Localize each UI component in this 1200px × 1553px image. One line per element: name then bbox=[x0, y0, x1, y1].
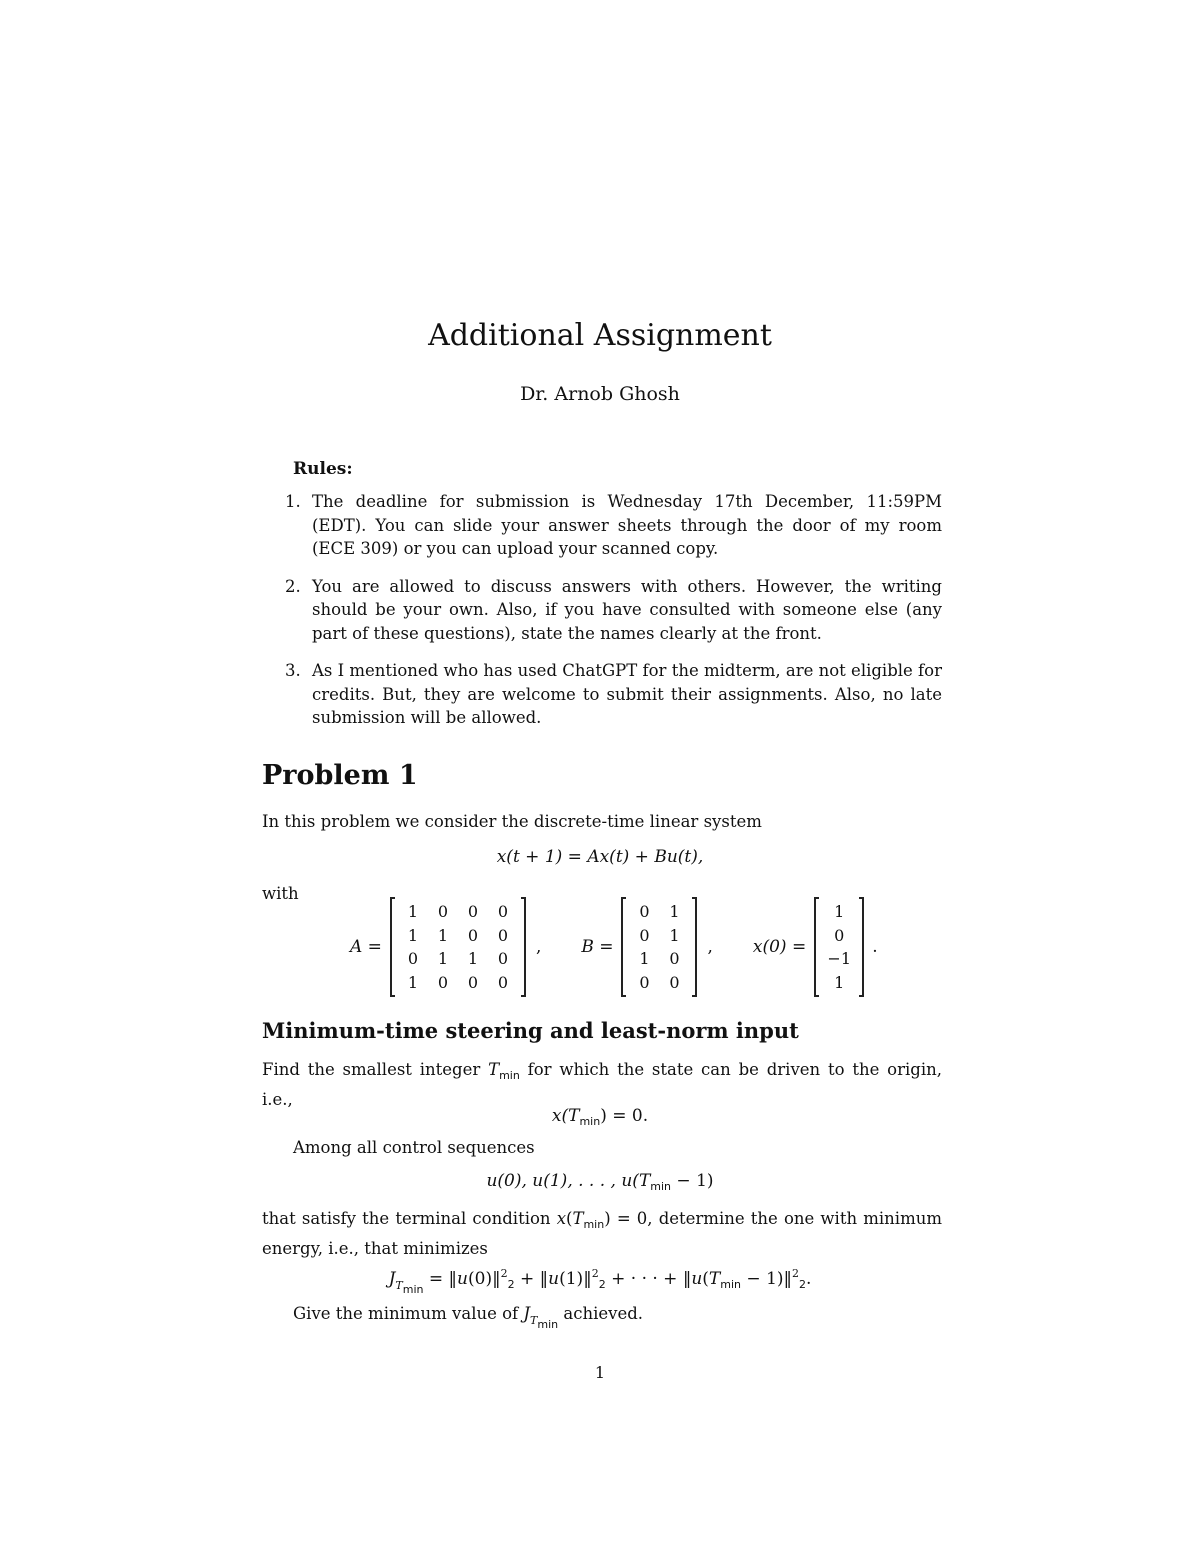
matrix-cell: 0 bbox=[639, 925, 650, 945]
rule-item bbox=[262, 490, 942, 561]
x0-label: x(0) = bbox=[752, 937, 807, 957]
math-text: x(T bbox=[551, 1106, 580, 1126]
math-text: u(0), u(1), . . . , u(T bbox=[486, 1171, 651, 1191]
math-T: T bbox=[530, 1314, 538, 1327]
matrix-a-label: A = bbox=[350, 937, 382, 957]
author-name: Dr. Arnob Ghosh bbox=[520, 383, 680, 405]
matrix-cell: 0 bbox=[669, 949, 680, 968]
document-title: Additional Assignment bbox=[428, 318, 772, 353]
section-paragraph-4 bbox=[293, 1302, 643, 1337]
rule-text: You are allowed to discuss answers with others. However, the writing should be your own. Also, if you have consulted with someone else (any part of these questions), state the names clearly at the front. bbox=[312, 576, 942, 643]
page-number: 1 bbox=[594, 1363, 606, 1382]
text-span: Find the smallest integer bbox=[262, 1060, 481, 1079]
rule-item bbox=[262, 659, 942, 730]
math-T: T bbox=[488, 1060, 500, 1079]
section-heading: Minimum-time steering and least-norm input bbox=[262, 1018, 799, 1043]
matrix-cell: 0 bbox=[639, 902, 650, 921]
matrix-cell: 0 bbox=[437, 972, 449, 992]
matrix-cell: 0 bbox=[467, 902, 479, 921]
matrix-b bbox=[621, 897, 697, 997]
matrix-cell: 0 bbox=[437, 902, 449, 921]
matrix-cell: 1 bbox=[407, 925, 419, 945]
rule-number: 2. bbox=[285, 576, 301, 596]
matrix-b-label: B = bbox=[581, 937, 614, 957]
rule-number: 1. bbox=[285, 492, 301, 511]
math-T: T bbox=[395, 1279, 403, 1292]
matrix-cell: 1 bbox=[467, 949, 479, 968]
text-span: that satisfy the terminal condition bbox=[262, 1209, 551, 1228]
system-equation: x(t + 1) = Ax(t) + Bu(t), bbox=[496, 847, 704, 867]
problem-heading: Problem 1 bbox=[262, 760, 418, 791]
matrix-cell: 0 bbox=[407, 949, 419, 968]
math-x: x bbox=[556, 1209, 567, 1228]
text-span: Give the minimum value of bbox=[293, 1304, 519, 1323]
math-subscript: min bbox=[579, 1115, 601, 1128]
matrix-cell: 0 bbox=[639, 972, 650, 992]
sequence-equation bbox=[0, 1171, 1200, 1193]
rules-heading: Rules: bbox=[293, 459, 353, 479]
matrix-cell: 1 bbox=[669, 925, 680, 945]
period: . bbox=[872, 937, 878, 957]
section-paragraph-1 bbox=[262, 1058, 942, 1111]
matrix-cell: 0 bbox=[834, 925, 845, 945]
rule-text: The deadline for submission is Wednesday 17th December, 11:59PM (EDT). You can slide your answer sheets through the door of my room (ECE 309) or you can upload your scanned copy. bbox=[312, 492, 942, 558]
comma: , bbox=[707, 937, 713, 957]
comma: , bbox=[535, 937, 542, 957]
math-subscript: min bbox=[650, 1180, 672, 1193]
energy-equation: $J_{Tmin}$ = ‖u(0)‖$^2_2$ + ‖u(1)‖$^2_2$ + · · · + $‖u(T_{min}$ − 1)‖$^2_2$. bbox=[388, 1267, 812, 1296]
matrix-cell: 0 bbox=[497, 925, 509, 945]
math-text: ) = 0. bbox=[600, 1106, 649, 1126]
math-subscript: min bbox=[583, 1218, 605, 1231]
math-J: J bbox=[523, 1304, 531, 1323]
origin-equation bbox=[0, 1106, 1200, 1128]
math-subscript: min bbox=[402, 1283, 424, 1296]
text-span: = 0, determine the one with minimum energy, i.e., that minimizes bbox=[262, 1209, 942, 1258]
vector-x0 bbox=[814, 897, 864, 997]
math-subscript: min bbox=[499, 1069, 520, 1082]
rule-item bbox=[262, 575, 942, 646]
matrix-cell: 0 bbox=[497, 902, 509, 921]
section-paragraph-3: that satisfy the terminal condition $x(T_{min}) = 0$, determine the one with minimum energy, i.e., that minimizes bbox=[262, 1209, 942, 1258]
matrix-cell: 1 bbox=[639, 949, 650, 968]
rules-list bbox=[262, 490, 942, 744]
matrix-cell: 1 bbox=[669, 902, 680, 921]
text-span: achieved. bbox=[563, 1304, 644, 1323]
with-text: with bbox=[262, 884, 299, 903]
problem-intro: In this problem we consider the discrete-time linear system bbox=[262, 812, 762, 831]
section-paragraph-2: Among all control sequences bbox=[293, 1138, 535, 1157]
rule-number: 3. bbox=[285, 661, 301, 680]
matrix-cell: 1 bbox=[407, 902, 419, 921]
matrix-cell: 0 bbox=[467, 972, 479, 992]
matrix-cell: 1 bbox=[437, 949, 449, 968]
matrix-cell: 1 bbox=[407, 972, 419, 992]
matrix-a bbox=[390, 897, 526, 997]
matrix-cell: −1 bbox=[827, 949, 852, 968]
matrix-cell: 0 bbox=[497, 949, 509, 968]
matrix-row bbox=[350, 897, 878, 997]
matrix-cell: 0 bbox=[467, 925, 479, 945]
text-span: for which the state can be driven to the origin, i.e., bbox=[262, 1060, 942, 1109]
matrix-cell: 1 bbox=[834, 902, 845, 921]
math-J: J bbox=[388, 1269, 396, 1289]
math-subscript: min bbox=[537, 1318, 559, 1331]
matrix-cell: 1 bbox=[834, 972, 845, 992]
matrix-cell: 1 bbox=[437, 925, 449, 945]
math-text: − 1) bbox=[671, 1171, 714, 1191]
matrix-cell: 0 bbox=[497, 972, 509, 992]
rule-text: As I mentioned who has used ChatGPT for the midterm, are not eligible for credits. But, they are welcome to submit their assignments. Also, no late submission will be allowed. bbox=[312, 661, 942, 727]
math-T: T bbox=[572, 1209, 584, 1228]
matrix-cell: 0 bbox=[669, 972, 680, 992]
